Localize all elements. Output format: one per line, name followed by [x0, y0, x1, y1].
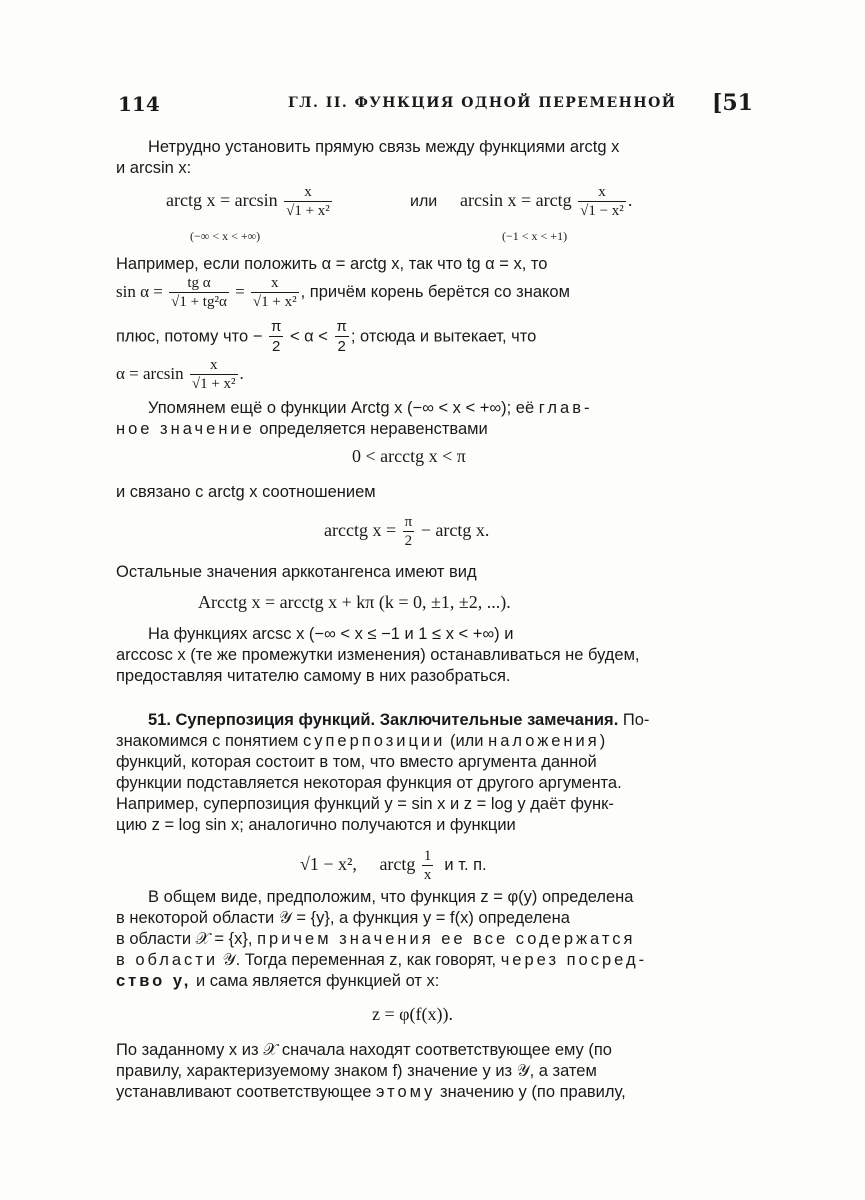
formula-text: √1 − x², — [300, 854, 357, 875]
text-line: 𝒴. Тогда переменная z, как говорят, — [218, 951, 501, 969]
text-line: в некоторой области 𝒴 = {y}, а функция y = f(x) определена — [116, 909, 570, 927]
text-line: На функциях arcsc x (−∞ < x ≤ −1 и 1 ≤ x < +∞) и — [148, 625, 514, 643]
formula-arcctg-inequality: 0 < arcctg x < π — [352, 446, 466, 466]
fraction — [269, 318, 283, 356]
text-line: в области 𝒳 = {x}, — [116, 930, 258, 948]
text-line: правилу, характеризуемому знаком f) значение y из 𝒴, а затем — [116, 1062, 597, 1080]
spaced-text: суперпозиции — [302, 732, 446, 750]
formula-superposition: z = φ(f(x)). — [372, 1004, 453, 1024]
denominator: √1 + x² — [191, 376, 236, 392]
fraction — [335, 318, 349, 356]
numerator: π — [404, 514, 413, 530]
text-line: и сама является функцией от x: — [191, 972, 440, 990]
paragraph-procedure — [116, 1040, 740, 1103]
text-line: Например, если положить α = arctg x, так что tg α = x, то — [116, 255, 548, 273]
formula-text: arctg x = arcsin — [166, 190, 278, 211]
numerator: 1 — [423, 848, 432, 864]
text-line: плюс, потому что − — [116, 327, 263, 346]
text-line: знакомимся с понятием — [116, 732, 303, 750]
range-note-left: (−∞ < x < +∞) — [190, 229, 261, 243]
numerator: x — [190, 356, 238, 375]
denominator: 2 — [337, 338, 346, 355]
text-line-relation: и связано с arctg x соотношением — [116, 483, 376, 501]
spaced-text: наложения — [488, 732, 600, 750]
formula-text: . — [239, 363, 244, 383]
text-line: значению y (по правилу, — [435, 1083, 626, 1101]
numerator: tg α — [169, 274, 229, 293]
denominator: 2 — [404, 533, 413, 549]
formula-sin-alpha — [116, 274, 570, 312]
fraction — [284, 183, 332, 221]
formula-arctg-arcsin — [166, 183, 334, 221]
formula-examples — [300, 847, 487, 885]
connector-or: или — [410, 193, 438, 210]
denominator: √1 + x² — [252, 294, 297, 310]
formula-text: arcctg x = — [324, 520, 397, 541]
denominator: √1 + x² — [286, 203, 330, 219]
fraction — [578, 183, 626, 221]
denominator: √1 − x² — [580, 203, 624, 219]
spaced-text: причем значения ее все содержатся — [257, 930, 636, 948]
spaced-text: глав- — [538, 399, 593, 417]
text-line: (или — [445, 732, 489, 750]
fraction — [403, 513, 415, 551]
text-line: Упомянем ещё о функции Arctg x (−∞ < x < +∞); её — [148, 399, 539, 417]
paragraph-arcsc — [116, 624, 740, 687]
formula-arcctg-relation — [324, 513, 489, 551]
section-title: 51. Суперпозиция функций. Заключительные замечания. — [148, 711, 619, 729]
section-reference: [51 — [711, 90, 753, 116]
text-line: , причём корень берётся со знаком — [300, 282, 570, 301]
text-line: По заданному x из 𝒳 сначала находят соответствующее ему (по — [116, 1041, 612, 1059]
fraction — [422, 847, 434, 885]
text-line: ; отсюда и вытекает, что — [350, 327, 537, 346]
text-line: Нетрудно установить прямую связь между функциями arctg x — [148, 138, 620, 156]
spaced-text: ство y, — [116, 972, 192, 990]
page-number: 114 — [118, 92, 160, 116]
denominator: √1 + tg²α — [171, 294, 227, 310]
numerator: π — [336, 318, 347, 335]
formula-text: = — [235, 281, 245, 301]
text-line: По- — [618, 711, 650, 729]
spaced-text: ное значение — [116, 420, 255, 438]
paragraph-intro — [116, 137, 740, 179]
denominator: x — [423, 867, 432, 883]
formula-text: arcsin x = arctg — [460, 190, 572, 211]
paragraph-example — [116, 254, 740, 275]
text-line: функции подставляется некоторая функция от другого аргумента. — [116, 774, 622, 792]
fraction — [190, 356, 238, 394]
paragraph-arcctg — [116, 398, 740, 440]
text-line: В общем виде, предположим, что функция z = φ(y) определена — [148, 888, 634, 906]
numerator: x — [578, 183, 626, 202]
page-header — [118, 92, 753, 118]
text-line-plus — [116, 318, 536, 356]
numerator: x — [284, 183, 332, 202]
numerator: x — [251, 274, 299, 293]
fraction — [169, 274, 229, 312]
section-51 — [116, 710, 740, 836]
fraction — [251, 274, 299, 312]
running-title: ГЛ. II. ФУНКЦИЯ ОДНОЙ ПЕРЕМЕННОЙ — [288, 95, 677, 111]
formula-text: α = arcsin — [116, 363, 184, 383]
text-line-values: Остальные значения арккотангенса имеют вид — [116, 563, 477, 581]
text-line: и т. п. — [444, 856, 487, 875]
denominator: 2 — [271, 338, 281, 355]
spaced-text: через посред- — [500, 951, 648, 969]
text-line: определяется неравенствами — [254, 420, 488, 438]
text-line: arccosc x (те же промежутки изменения) останавливаться не будем, — [116, 646, 640, 664]
formula-text: arctg — [379, 854, 416, 875]
numerator: π — [270, 318, 282, 335]
text-line: предоставляя читателю самому в них разобраться. — [116, 667, 511, 685]
formula-general-arcctg: Arcctg x = arcctg x + kπ (k = 0, ±1, ±2, ...). — [198, 592, 511, 612]
formula-text: sin α = — [116, 281, 163, 301]
text-line: устанавливают соответствующее — [116, 1083, 377, 1101]
formula-arcsin-arctg: arcsin x = arctg $\frac{x}{\text{√1 − x²}}$ . — [460, 184, 633, 219]
text-line: ) — [599, 732, 606, 750]
text-line: Например, суперпозиция функций y = sin x и z = log y даёт функ- — [116, 795, 614, 813]
spaced-text: в области — [116, 951, 219, 969]
spaced-text: этому — [376, 1083, 436, 1101]
text-line: функций, которая состоит в том, что вместо аргумента данной — [116, 753, 597, 771]
text-line: < α < — [289, 327, 328, 346]
paragraph-general — [116, 887, 740, 992]
text-line: и arcsin x: — [116, 159, 192, 177]
text-line: цию z = log sin x; аналогично получаются и функции — [116, 816, 516, 834]
range-note-right: (−1 < x < +1) — [502, 229, 568, 243]
formula-alpha — [116, 356, 244, 394]
formula-text: − arctg x. — [420, 520, 490, 541]
